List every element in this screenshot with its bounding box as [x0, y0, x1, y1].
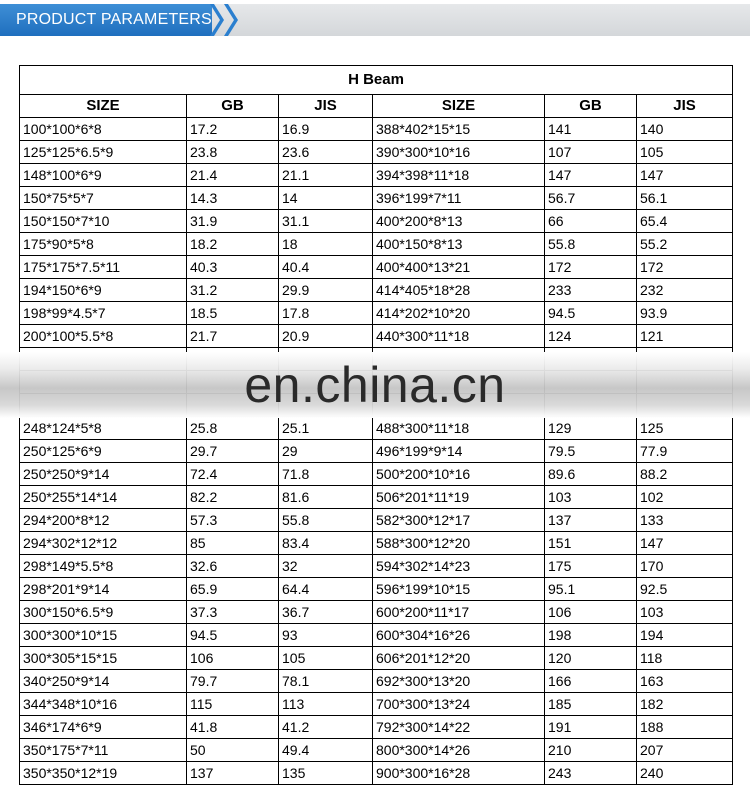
table-cell: 594*302*14*23 — [373, 555, 545, 578]
table-cell: 14 — [279, 187, 373, 210]
table-cell: 50 — [187, 739, 279, 762]
table-cell: 388*402*15*15 — [373, 118, 545, 141]
table-cell: 300*305*15*15 — [20, 647, 187, 670]
h-beam-table — [19, 65, 733, 785]
table-cell: 900*300*16*28 — [373, 762, 545, 785]
table-cell: 175*175*7.5*11 — [20, 256, 187, 279]
table-cell: 124 — [545, 325, 637, 348]
table-cell: 115 — [187, 693, 279, 716]
table-cell: 66 — [545, 210, 637, 233]
table-cell: 40.4 — [279, 256, 373, 279]
table-cell: 414*202*10*20 — [373, 302, 545, 325]
table-cell: 41.8 — [187, 716, 279, 739]
table-cell: 137 — [187, 762, 279, 785]
table-row — [20, 555, 733, 578]
table-cell: 21.4 — [187, 164, 279, 187]
table-cell: 200*100*5.5*8 — [20, 325, 187, 348]
table-cell: 182 — [637, 693, 733, 716]
table-row — [20, 417, 733, 440]
table-cell: 588*300*12*20 — [373, 532, 545, 555]
table-cell: 72.4 — [187, 463, 279, 486]
table-cell: 250*125*6*9 — [20, 440, 187, 463]
column-header-gb: GB — [545, 95, 637, 118]
table-cell: 400*200*8*13 — [373, 210, 545, 233]
table-cell: 198 — [545, 624, 637, 647]
table-cell: 185 — [545, 693, 637, 716]
table-cell: 94.5 — [187, 624, 279, 647]
table-cell: 147 — [545, 164, 637, 187]
table-cell: 294*200*8*12 — [20, 509, 187, 532]
table-cell: 175*90*5*8 — [20, 233, 187, 256]
table-cell: 298*201*9*14 — [20, 578, 187, 601]
table-cell: 394*398*11*18 — [373, 164, 545, 187]
table-cell: 65.4 — [637, 210, 733, 233]
table-cell: 31.1 — [279, 210, 373, 233]
section-title: PRODUCT PARAMETERS — [16, 11, 212, 28]
table-cell: 106 — [545, 601, 637, 624]
table-cell: 65.9 — [187, 578, 279, 601]
table-cell: 21.1 — [279, 164, 373, 187]
table-cell: 150*150*7*10 — [20, 210, 187, 233]
table-cell: 233 — [545, 279, 637, 302]
h-beam-table-container — [19, 65, 732, 785]
table-cell: 240 — [637, 762, 733, 785]
table-cell: 21.7 — [187, 325, 279, 348]
table-row — [20, 279, 733, 302]
table-cell: 113 — [279, 693, 373, 716]
table-cell: 506*201*11*19 — [373, 486, 545, 509]
table-cell: 106 — [187, 647, 279, 670]
table-cell: 40.3 — [187, 256, 279, 279]
table-cell: 78.1 — [279, 670, 373, 693]
table-row — [20, 693, 733, 716]
table-cell: 298*149*5.5*8 — [20, 555, 187, 578]
table-cell: 147 — [637, 532, 733, 555]
table-cell: 344*348*10*16 — [20, 693, 187, 716]
table-cell: 36.7 — [279, 601, 373, 624]
table-cell: 792*300*14*22 — [373, 716, 545, 739]
table-row — [20, 578, 733, 601]
column-header-gb: GB — [187, 95, 279, 118]
table-cell: 163 — [637, 670, 733, 693]
table-header-row — [20, 95, 733, 118]
table-cell: 103 — [637, 601, 733, 624]
table-cell: 105 — [637, 141, 733, 164]
table-cell: 148*100*6*9 — [20, 164, 187, 187]
table-cell: 41.2 — [279, 716, 373, 739]
table-cell: 105 — [279, 647, 373, 670]
table-cell: 85 — [187, 532, 279, 555]
table-cell: 82.2 — [187, 486, 279, 509]
table-cell: 582*300*12*17 — [373, 509, 545, 532]
table-cell: 300*150*6.5*9 — [20, 601, 187, 624]
table-cell: 125*125*6.5*9 — [20, 141, 187, 164]
table-cell: 37.3 — [187, 601, 279, 624]
table-cell: 175 — [545, 555, 637, 578]
table-cell: 194*150*6*9 — [20, 279, 187, 302]
table-cell: 103 — [545, 486, 637, 509]
table-row — [20, 601, 733, 624]
table-cell: 55.8 — [279, 509, 373, 532]
table-cell: 147 — [637, 164, 733, 187]
table-row — [20, 624, 733, 647]
table-cell: 102 — [637, 486, 733, 509]
table-cell: 172 — [637, 256, 733, 279]
table-cell: 194 — [637, 624, 733, 647]
table-row — [20, 141, 733, 164]
table-cell: 248*124*5*8 — [20, 417, 187, 440]
table-cell: 133 — [637, 509, 733, 532]
table-cell: 596*199*10*15 — [373, 578, 545, 601]
table-cell: 440*300*11*18 — [373, 325, 545, 348]
table-cell: 243 — [545, 762, 637, 785]
table-cell: 118 — [637, 647, 733, 670]
table-cell: 700*300*13*24 — [373, 693, 545, 716]
table-cell: 100*100*6*8 — [20, 118, 187, 141]
table-row — [20, 509, 733, 532]
column-header-jis: JIS — [279, 95, 373, 118]
table-row — [20, 532, 733, 555]
table-cell: 140 — [637, 118, 733, 141]
table-cell: 18 — [279, 233, 373, 256]
table-row — [20, 739, 733, 762]
table-row — [20, 325, 733, 348]
table-cell: 95.1 — [545, 578, 637, 601]
table-cell: 17.2 — [187, 118, 279, 141]
table-cell: 250*250*9*14 — [20, 463, 187, 486]
table-cell: 32 — [279, 555, 373, 578]
table-cell: 23.6 — [279, 141, 373, 164]
chevron-right-icon — [210, 4, 224, 36]
table-row — [20, 210, 733, 233]
table-cell: 135 — [279, 762, 373, 785]
table-cell: 150*75*5*7 — [20, 187, 187, 210]
table-cell: 496*199*9*14 — [373, 440, 545, 463]
chevron-right-icon — [224, 4, 238, 36]
table-cell: 31.2 — [187, 279, 279, 302]
table-cell: 14.3 — [187, 187, 279, 210]
table-cell: 191 — [545, 716, 637, 739]
table-cell: 56.7 — [545, 187, 637, 210]
table-cell: 600*200*11*17 — [373, 601, 545, 624]
table-cell: 488*300*11*18 — [373, 417, 545, 440]
column-header-size: SIZE — [373, 95, 545, 118]
table-cell: 71.8 — [279, 463, 373, 486]
table-cell: 107 — [545, 141, 637, 164]
table-cell: 29.7 — [187, 440, 279, 463]
table-cell: 120 — [545, 647, 637, 670]
table-cell: 83.4 — [279, 532, 373, 555]
table-row — [20, 762, 733, 785]
table-cell: 25.8 — [187, 417, 279, 440]
table-row — [20, 302, 733, 325]
table-cell: 600*304*16*26 — [373, 624, 545, 647]
table-cell: 16.9 — [279, 118, 373, 141]
table-cell: 18.2 — [187, 233, 279, 256]
table-cell: 94.5 — [545, 302, 637, 325]
table-cell: 350*175*7*11 — [20, 739, 187, 762]
table-row — [20, 164, 733, 187]
table-cell: 32.6 — [187, 555, 279, 578]
table-cell: 396*199*7*11 — [373, 187, 545, 210]
table-cell: 606*201*12*20 — [373, 647, 545, 670]
table-cell: 400*150*8*13 — [373, 233, 545, 256]
table-cell: 141 — [545, 118, 637, 141]
table-cell: 500*200*10*16 — [373, 463, 545, 486]
table-body-bottom — [20, 417, 733, 785]
table-cell: 81.6 — [279, 486, 373, 509]
table-row — [20, 716, 733, 739]
table-cell: 346*174*6*9 — [20, 716, 187, 739]
table-cell: 89.6 — [545, 463, 637, 486]
table-row — [20, 118, 733, 141]
table-cell: 300*300*10*15 — [20, 624, 187, 647]
table-cell: 390*300*10*16 — [373, 141, 545, 164]
table-row — [20, 256, 733, 279]
table-cell: 172 — [545, 256, 637, 279]
table-cell: 55.2 — [637, 233, 733, 256]
table-row — [20, 670, 733, 693]
column-header-jis: JIS — [637, 95, 733, 118]
table-cell: 31.9 — [187, 210, 279, 233]
table-cell: 17.8 — [279, 302, 373, 325]
table-body-top — [20, 118, 733, 348]
table-cell: 121 — [637, 325, 733, 348]
table-cell: 414*405*18*28 — [373, 279, 545, 302]
column-header-size: SIZE — [20, 95, 187, 118]
table-cell: 198*99*4.5*7 — [20, 302, 187, 325]
watermark-text: en.china.cn — [244, 357, 506, 413]
table-cell: 692*300*13*20 — [373, 670, 545, 693]
table-caption: H Beam — [20, 66, 733, 95]
table-cell: 340*250*9*14 — [20, 670, 187, 693]
table-cell: 166 — [545, 670, 637, 693]
table-cell: 137 — [545, 509, 637, 532]
table-cell: 207 — [637, 739, 733, 762]
table-cell: 294*302*12*12 — [20, 532, 187, 555]
table-cell: 29.9 — [279, 279, 373, 302]
table-cell: 250*255*14*14 — [20, 486, 187, 509]
table-cell: 56.1 — [637, 187, 733, 210]
table-row — [20, 440, 733, 463]
table-cell: 79.5 — [545, 440, 637, 463]
table-cell: 93 — [279, 624, 373, 647]
table-row — [20, 463, 733, 486]
table-cell: 129 — [545, 417, 637, 440]
table-cell: 210 — [545, 739, 637, 762]
table-caption-row — [20, 66, 733, 95]
table-cell: 350*350*12*19 — [20, 762, 187, 785]
table-cell: 55.8 — [545, 233, 637, 256]
table-cell: 93.9 — [637, 302, 733, 325]
table-cell: 77.9 — [637, 440, 733, 463]
table-cell: 232 — [637, 279, 733, 302]
table-cell: 92.5 — [637, 578, 733, 601]
table-row — [20, 233, 733, 256]
table-row — [20, 187, 733, 210]
table-cell: 57.3 — [187, 509, 279, 532]
table-cell: 170 — [637, 555, 733, 578]
table-cell: 79.7 — [187, 670, 279, 693]
section-header-tab — [0, 4, 212, 36]
table-cell: 20.9 — [279, 325, 373, 348]
table-cell: 800*300*14*26 — [373, 739, 545, 762]
table-row — [20, 647, 733, 670]
table-cell: 188 — [637, 716, 733, 739]
table-cell: 18.5 — [187, 302, 279, 325]
table-cell: 23.8 — [187, 141, 279, 164]
table-cell: 25.1 — [279, 417, 373, 440]
table-row — [20, 486, 733, 509]
table-cell: 29 — [279, 440, 373, 463]
table-cell: 151 — [545, 532, 637, 555]
table-cell: 64.4 — [279, 578, 373, 601]
table-cell: 400*400*13*21 — [373, 256, 545, 279]
table-cell: 88.2 — [637, 463, 733, 486]
table-cell: 49.4 — [279, 739, 373, 762]
table-cell: 125 — [637, 417, 733, 440]
